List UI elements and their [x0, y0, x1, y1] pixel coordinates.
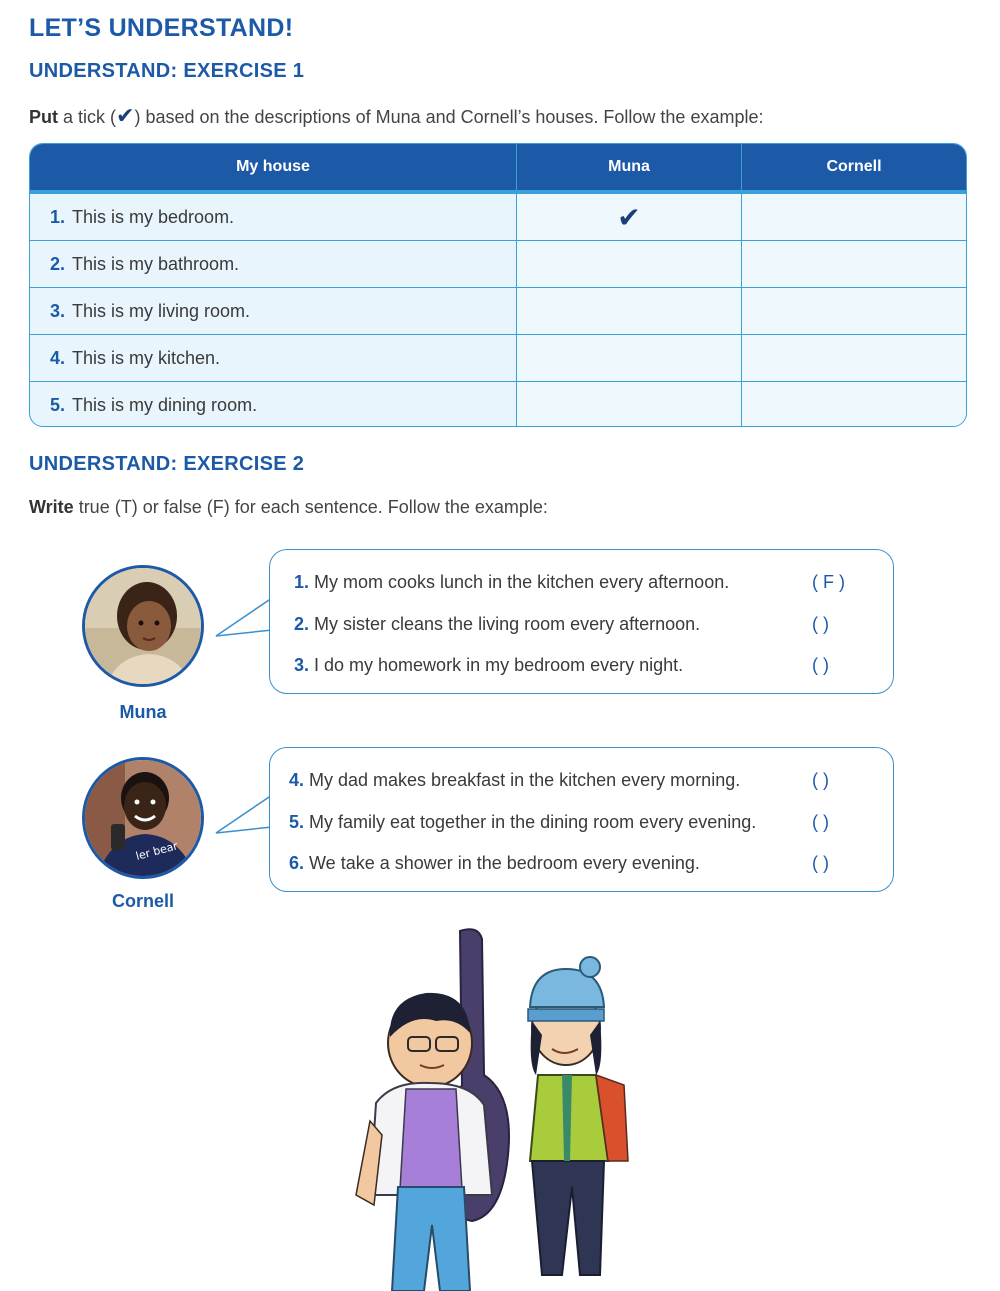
muna-tick-cell[interactable]	[517, 241, 742, 287]
cornell-tick-cell[interactable]	[742, 194, 966, 240]
statement-2: 2. My sister cleans the living room every afternoon.	[294, 614, 701, 634]
statement-5: 5. My family eat together in the dining room every evening.	[289, 812, 757, 832]
cornell-speech-bubble	[269, 747, 894, 892]
table-header	[30, 144, 966, 193]
muna-tick-cell[interactable]	[517, 194, 742, 240]
answer-4[interactable]: ( )	[812, 770, 829, 790]
column-header-cornell: Cornell	[826, 158, 882, 175]
muna-tick-cell[interactable]	[517, 382, 742, 427]
answer-1[interactable]: ( F )	[812, 572, 845, 592]
girl-photo-icon	[85, 568, 204, 687]
exercise1-instruction: Put a tick (✔) based on the descriptions of Muna and Cornell’s houses. Follow the example:	[29, 103, 764, 128]
table-row: 4. This is my kitchen.	[30, 334, 966, 381]
answer-2[interactable]: ( )	[812, 614, 829, 634]
column-header-my-house: My house	[30, 144, 517, 190]
answer-5[interactable]: ( )	[812, 812, 829, 832]
cornell-avatar	[82, 757, 204, 879]
table-row: 3. This is my living room.	[30, 287, 966, 334]
boy-photo-icon	[85, 760, 204, 879]
column-header-muna: Muna	[517, 144, 742, 190]
girl-figure	[528, 957, 628, 1275]
answer-3[interactable]: ( )	[812, 655, 829, 675]
houses-table	[29, 143, 967, 427]
speech-tail	[214, 793, 274, 837]
table-row: 2. This is my bathroom.	[30, 240, 966, 287]
muna-tick-cell[interactable]	[517, 288, 742, 334]
muna-speech-bubble	[269, 549, 894, 694]
exercise2-heading: UNDERSTAND: EXERCISE 2	[29, 453, 305, 475]
statement-6: 6. We take a shower in the bedroom every evening.	[289, 853, 700, 873]
muna-name: Muna	[119, 702, 167, 722]
cornell-tick-cell[interactable]	[742, 335, 966, 381]
kids-illustration	[352, 925, 642, 1291]
exercise1-heading: UNDERSTAND: EXERCISE 1	[29, 60, 305, 82]
muna-avatar	[82, 565, 204, 687]
speech-tail	[214, 596, 274, 640]
tick-icon: ✔	[116, 103, 135, 128]
answer-6[interactable]: ( )	[812, 853, 829, 873]
exercise2-instruction: Write true (T) or false (F) for each sentence. Follow the example:	[29, 497, 548, 517]
cornell-name: Cornell	[111, 891, 174, 911]
statement-1: 1. My mom cooks lunch in the kitchen every afternoon.	[294, 572, 730, 592]
check-icon: ✔	[617, 201, 641, 233]
statement-4: 4. My dad makes breakfast in the kitchen every morning.	[289, 770, 741, 790]
cornell-tick-cell[interactable]	[742, 382, 966, 427]
table-row: 5. This is my dining room.	[30, 381, 966, 427]
muna-tick-cell[interactable]	[517, 335, 742, 381]
page-title: LET’S UNDERSTAND!	[29, 14, 294, 42]
statement-3: 3. I do my homework in my bedroom every night.	[294, 655, 684, 675]
svg-text:ler bear: ler bear	[134, 839, 180, 863]
cornell-tick-cell[interactable]	[742, 288, 966, 334]
table-row: 1. This is my bedroom. ✔	[30, 193, 966, 240]
boy-figure	[356, 993, 492, 1291]
cornell-tick-cell[interactable]	[742, 241, 966, 287]
